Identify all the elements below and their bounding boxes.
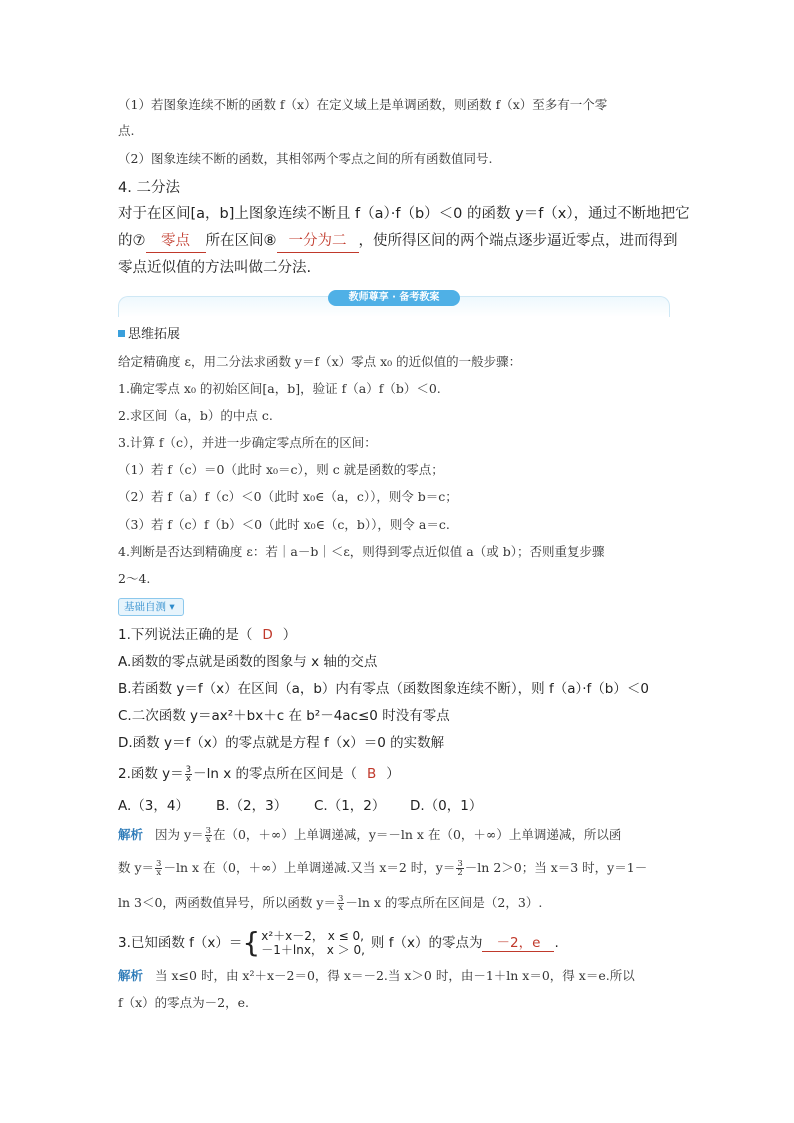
q2-sol2-post: －ln 2＞0；当 x＝3 时，y＝1－ <box>464 860 648 875</box>
q1-option-c: C.二次函数 y＝ax²＋bx＋c 在 b²－4ac≤0 时没有零点 <box>118 708 450 724</box>
extension-step-3b: （2）若 f（a）f（c）＜0（此时 x₀∈（a，c）），则令 b＝c； <box>118 489 458 504</box>
q2-fraction <box>185 766 192 783</box>
q3-stem-post: . <box>554 935 559 951</box>
q2-options <box>118 795 482 817</box>
q2-sol2-frac1-den: x <box>156 868 162 878</box>
q2-sol2-fraction-1 <box>155 860 162 877</box>
q2-sol1-frac-den: x <box>205 835 211 845</box>
q1-answer: D <box>262 627 273 643</box>
q2-stem-post: ） <box>386 766 400 782</box>
q3-solution-line-1 <box>118 967 635 985</box>
q2-sol1-frac-num: 3 <box>205 826 211 836</box>
bisection-line-2-pre: 的⑦ <box>118 233 146 249</box>
bisection-line-1: 对于在区间[a，b]上图象连续不断且 f（a）·f（b）＜0 的函数 y＝f（x），通过不断地把它 <box>118 206 690 222</box>
q3-stem <box>118 926 559 960</box>
q1-option-b: B.若函数 y＝f（x）在区间（a，b）内有零点（函数图象连续不断），则 f（a）·f（b）＜0 <box>118 681 649 697</box>
q3-sol1: 当 x≤0 时，由 x²＋x－2＝0，得 x＝－2.当 x＞0 时，由－1＋ln x＝0，得 x＝e.所以 <box>155 968 635 983</box>
self-test-tag-text: 基础自测 <box>124 601 166 613</box>
q3-case-2: －1＋lnx， x ＞ 0, <box>261 943 365 957</box>
property-1-line-1: （1）若图象连续不断的函数 f（x）在定义域上是单调函数，则函数 f（x）至多有一个零 <box>118 97 608 112</box>
q2-answer: B <box>366 766 377 782</box>
q2-solution-label: 解析 <box>118 827 144 842</box>
q2-sol3-post: －ln x 的零点所在区间是（2，3）. <box>345 895 543 910</box>
q2-sol1-pre: 因为 y＝ <box>155 827 204 842</box>
extension-step-3a: （1）若 f（c）＝0（此时 x₀＝c），则 c 就是函数的零点； <box>118 462 444 477</box>
extension-step-3c: （3）若 f（c）f（b）＜0（此时 x₀∈（c，b）），则令 a＝c. <box>118 517 450 532</box>
q2-sol3-pre: ln 3＜0，两函数值异号，所以函数 y＝ <box>118 895 336 910</box>
q3-stem-pre: 3.已知函数 f（x）＝ <box>118 935 243 951</box>
q1-option-d: D.函数 y＝f（x）的零点就是方程 f（x）＝0 的实数解 <box>118 735 445 751</box>
q1-stem <box>118 624 296 646</box>
q2-sol2-mid: －ln x 在（0，＋∞）上单调递减.又当 x＝2 时，y＝ <box>163 860 456 875</box>
bisection-heading: 4. 二分法 <box>118 180 180 196</box>
q3-solution-label: 解析 <box>118 968 144 983</box>
q2-stem-pre: 2.函数 y＝ <box>118 766 184 782</box>
teacher-banner <box>118 290 670 316</box>
q3-solution-line-2: f（x）的零点为－2，e. <box>118 995 250 1010</box>
bisection-line-3: 零点近似值的方法叫做二分法. <box>118 260 312 276</box>
property-2: （2）图象连续不断的函数，其相邻两个零点之间的所有函数值同号. <box>118 151 493 166</box>
banner-label: 教师尊享 · 备考教案 <box>328 290 460 306</box>
blank-8: 一分为二 <box>277 230 359 253</box>
property-1-line-2: 点. <box>118 123 135 138</box>
q3-answer: －2，e <box>482 935 554 952</box>
q2-sol2-fraction-2 <box>456 860 463 877</box>
q3-stem-mid: 则 f（x）的零点为 <box>370 935 483 951</box>
q2-sol2-frac2-den: 2 <box>457 868 463 878</box>
q2-sol3-frac-num: 3 <box>337 894 344 904</box>
bisection-line-2-mid: 所在区间⑧ <box>205 233 277 249</box>
q2-solution-line-2 <box>118 859 647 877</box>
q2-frac-den: x <box>185 773 191 784</box>
q1-stem-pre: 1.下列说法正确的是（ <box>118 627 253 643</box>
extension-step-3: 3.计算 f（c），并进一步确定零点所在的区间： <box>118 435 377 450</box>
extension-step-2: 2.求区间（a，b）的中点 c. <box>118 408 273 423</box>
q1-option-a: A.函数的零点就是函数的图象与 x 轴的交点 <box>118 654 378 670</box>
extension-step-1: 1.确定零点 x₀ 的初始区间[a，b]，验证 f（a）f（b）＜0. <box>118 381 441 396</box>
q2-frac-num: 3 <box>185 764 192 775</box>
q2-option-d: D.（0，1） <box>410 798 483 814</box>
section-square-icon <box>118 330 125 337</box>
self-test-tag: 基础自测 ▾ <box>118 598 184 616</box>
q2-solution-line-1 <box>118 826 621 844</box>
q2-sol1-fraction <box>205 827 212 844</box>
q3-brace: { <box>242 926 261 959</box>
extension-intro: 给定精确度 ε，用二分法求函数 y＝f（x）零点 x₀ 的近似值的一般步骤： <box>118 354 522 369</box>
q2-option-a: A.（3，4） <box>118 798 189 814</box>
extension-step-4-line-1: 4.判断是否达到精确度 ε：若｜a－b｜＜ε，则得到零点近似值 a（或 b）；否则重复步骤 <box>118 544 605 559</box>
q2-sol1-mid: 在（0，＋∞）上单调递减，y＝－ln x 在（0，＋∞）上单调递减，所以函 <box>212 827 622 842</box>
q2-solution-line-3 <box>118 894 542 912</box>
extension-title <box>118 326 180 344</box>
q2-sol2-frac1-num: 3 <box>156 859 162 869</box>
q2-stem-mid: －ln x 的零点所在区间是（ <box>193 766 357 782</box>
q2-option-c: C.（1，2） <box>314 798 386 814</box>
q2-stem <box>118 763 400 785</box>
extension-step-4-line-2: 2～4. <box>118 571 151 586</box>
q3-cases <box>261 929 365 957</box>
q2-sol3-frac-den: x <box>338 903 344 913</box>
q2-sol2-pre: 数 y＝ <box>118 860 155 875</box>
bisection-line-2 <box>118 230 678 253</box>
bisection-line-2-post: ，使所得区间的两个端点逐步逼近零点，进而得到 <box>358 233 678 249</box>
extension-title-text: 思维拓展 <box>128 327 181 342</box>
q1-stem-post: ） <box>282 627 297 643</box>
q2-sol2-frac2-num: 3 <box>457 859 463 869</box>
q2-sol3-fraction <box>337 895 344 912</box>
q2-option-b: B.（2，3） <box>216 798 288 814</box>
blank-7: 零点 <box>146 230 206 253</box>
q3-case-1: x²＋x－2， x ≤ 0, <box>261 929 364 943</box>
